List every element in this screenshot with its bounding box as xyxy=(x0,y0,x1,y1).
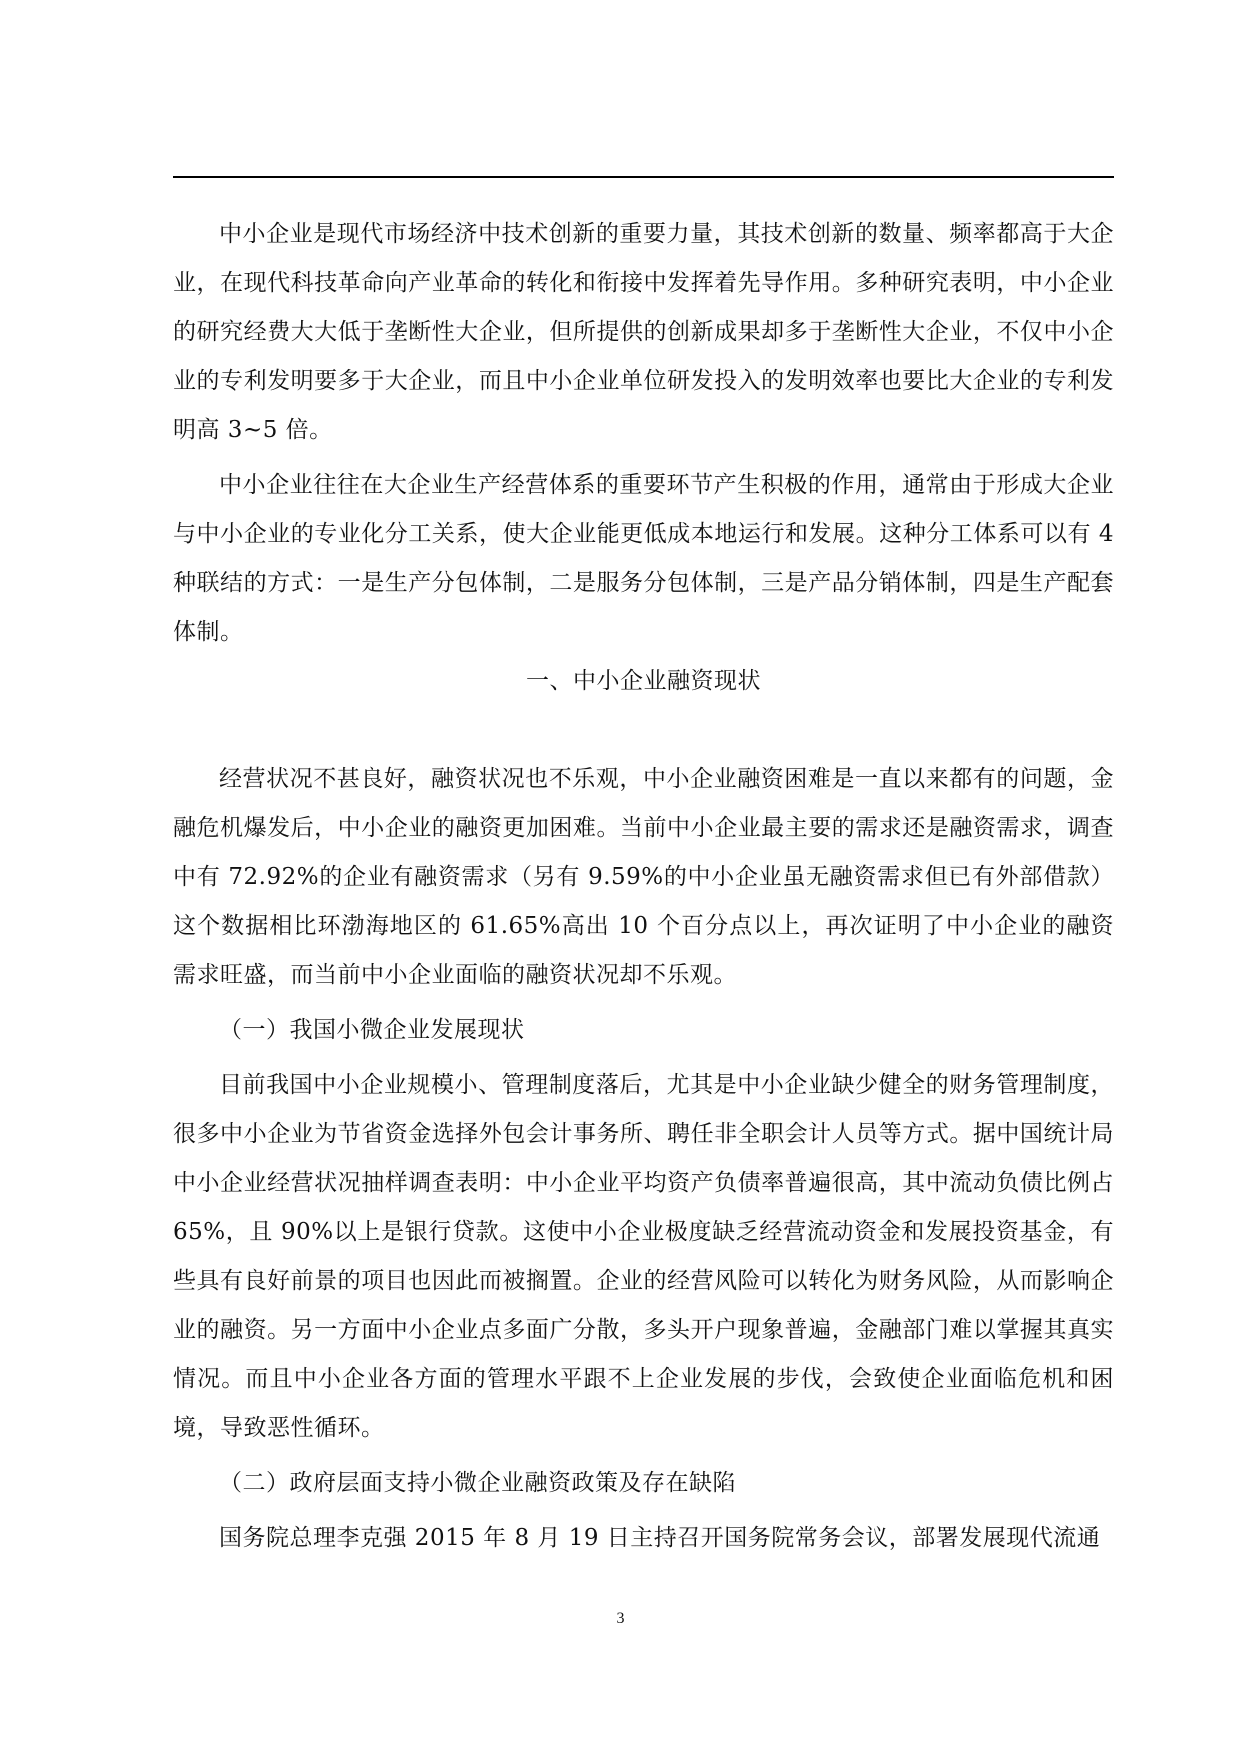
paragraph-innovation: 中小企业是现代市场经济中技术创新的重要力量，其技术创新的数量、频率都高于大企业，在现代科技革命向产业革命的转化和衔接中发挥着先导作用。多种研究表明，中小企业的研究经费大大低于垄断性大企业，但所提供的创新成果却多于垄断性大企业，不仅中小企业的专利发明要多于大企业，而且中小企业单位研发投入的发明效率也要比大企业的专利发明高 3~5 倍。 xyxy=(173,221,1114,443)
document-body xyxy=(173,210,1114,1563)
header-rule xyxy=(173,176,1114,178)
paragraph-state-council: 国务院总理李克强 2015 年 8 月 19 日主持召开国务院常务会议，部署发展现代流通 xyxy=(219,1525,1101,1551)
paragraph-division-of-labor: 中小企业往往在大企业生产经营体系的重要环节产生积极的作用，通常由于形成大企业与中小企业的专业化分工关系，使大企业能更低成本地运行和发展。这种分工体系可以有 4 种联结的方式：一是生产分包体制，二是服务分包体制，三是产品分销体制，四是生产配套体制。 xyxy=(173,472,1114,645)
subsection-heading-2: （二）政府层面支持小微企业融资政策及存在缺陷 xyxy=(219,1470,736,1496)
page-number: 3 xyxy=(616,1610,625,1627)
section-heading: 一、中小企业融资现状 xyxy=(526,668,761,694)
subsection-heading-1: （一）我国小微企业发展现状 xyxy=(219,1017,525,1043)
paragraph-financing-status: 经营状况不甚良好，融资状况也不乐观，中小企业融资困难是一直以来都有的问题，金融危机爆发后，中小企业的融资更加困难。当前中小企业最主要的需求还是融资需求，调查中有 72.92%的企业有融资需求（另有 9.59%的中小企业虽无融资需求但已有外部借款）这个数据相比环渤海地区的 61.65%高出 10 个百分点以上，再次证明了中小企业的融资需求旺盛，而当前中小企业面临的融资状况却不乐观。 xyxy=(173,766,1114,988)
paragraph-development-status: 目前我国中小企业规模小、管理制度落后，尤其是中小企业缺少健全的财务管理制度，很多中小企业为节省资金选择外包会计事务所、聘任非全职会计人员等方式。据中国统计局中小企业经营状况抽样调查表明：中小企业平均资产负债率普遍很高，其中流动负债比例占 65%，且 90%以上是银行贷款。这使中小企业极度缺乏经营流动资金和发展投资基金，有些具有良好前景的项目也因此而被搁置。企业的经营风险可以转化为财务风险，从而影响企业的融资。另一方面中小企业点多面广分散，多头开户现象普遍，金融部门难以掌握其真实情况。而且中小企业各方面的管理水平跟不上企业发展的步伐，会致使企业面临危机和困境，导致恶性循环。 xyxy=(173,1072,1114,1441)
